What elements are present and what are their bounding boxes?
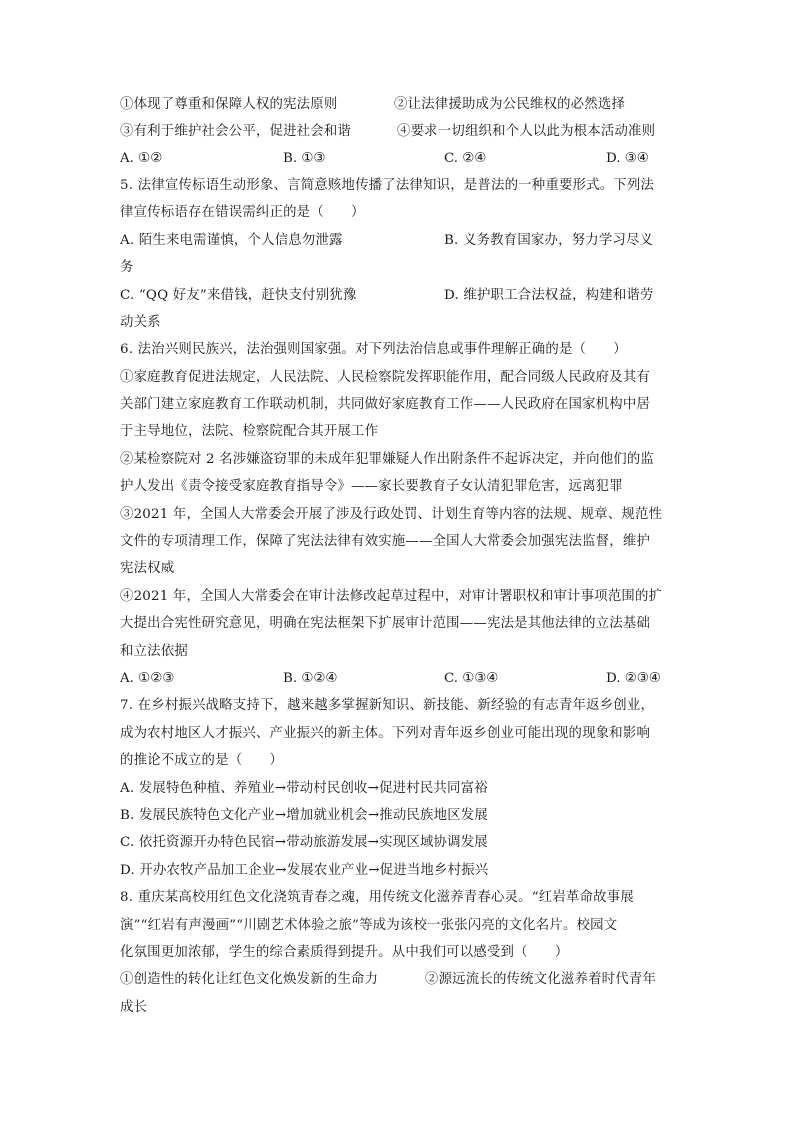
q5-option-c: C. “QQ 好友”来借钱，赶快支付别犹豫 (120, 288, 357, 303)
q6-item-1-line-3: 于主导地位，法院、检察院配合其开展工作 (120, 424, 379, 439)
q7-option-d: D. 开办农牧产品加工企业→发展农业产业→促进当地乡村振兴 (120, 863, 489, 878)
q6-item-1-line-1: ①家庭教育促进法规定，人民法院、人民检察院发挥职能作用，配合同级人民政府及其有 (120, 370, 651, 385)
q6-option-b: B. ①②④ (283, 671, 338, 686)
q6-item-4-line-1: ④2021 年，全国人大常委会在审计法修改起草过程中，对审计署职权和审计事项范围的扩 (120, 589, 663, 604)
q6-item-4-line-3: 和立法依据 (120, 644, 188, 659)
q8-statement-2-line-2: 成长 (120, 1000, 148, 1015)
q8-statement-1: ①创造性的转化让红色文化焕发新的生命力 (120, 972, 379, 987)
q4-option-b: B. ①③ (283, 151, 326, 166)
q4-statement-2: ②让法律援助成为公民维权的必然选择 (394, 97, 626, 112)
q7-option-b: B. 发展民族特色文化产业→增加就业机会→推动民族地区发展 (120, 808, 488, 823)
q6-item-2-line-1: ②某检察院对 2 名涉嫌盗窃罪的未成年犯罪嫌疑人作出附条件不起诉决定，并向他们的监 (120, 452, 655, 467)
q7-stem-line-2: 成为农村地区人才振兴、产业振兴的新主体。下列对青年返乡创业可能出现的现象和影响 (120, 726, 651, 741)
q6-option-a: A. ①②③ (120, 671, 175, 686)
q4-option-d: D. ③④ (606, 151, 649, 166)
q4-statement-4: ④要求一切组织和个人以此为根本活动准则 (397, 124, 656, 139)
q8-stem-line-2: 演”“红岩有声漫画”“川剧艺术体验之旅”等成为该校一张张闪亮的文化名片。校园文 (120, 918, 618, 933)
q4-option-c: C. ②④ (444, 151, 487, 166)
q6-option-c: C. ①③④ (444, 671, 499, 686)
q4-statement-1: ①体现了尊重和保障人权的宪法原则 (120, 97, 338, 112)
q6-option-d: D. ②③④ (606, 671, 661, 686)
q5-option-b-line-2: 务 (120, 260, 134, 275)
q5-stem-line-2: 律宣传标语存在错误需纠正的是（ ） (120, 205, 365, 220)
q8-stem-line-3: 化氛围更加浓郁，学生的综合素质得到提升。从中我们可以感受到（ ） (120, 945, 569, 960)
q6-stem: 6. 法治兴则民族兴，法治强则国家强。对下列法治信息或事件理解正确的是（ ） (120, 342, 627, 357)
q6-item-1-line-2: 关部门建立家庭教育工作联动机制，共同做好家庭教育工作——人民政府在国家机构中居 (120, 397, 651, 412)
q7-option-c: C. 依托资源开办特色民宿→带动旅游发展→实现区域协调发展 (120, 835, 488, 850)
q4-option-a: A. ①② (120, 151, 163, 166)
q6-item-3-line-3: 宪法权威 (120, 561, 175, 576)
q6-item-4-line-2: 大提出合宪性研究意见，明确在宪法框架下扩展审计范围——宪法是其他法律的立法基础 (120, 616, 651, 631)
q4-statement-3: ③有利于维护社会公平，促进社会和谐 (120, 124, 352, 139)
q7-option-a: A. 发展特色种植、养殖业→带动村民创收→促进村民共同富裕 (120, 781, 488, 796)
q5-option-a: A. 陌生来电需谨慎，个人信息勿泄露 (120, 233, 343, 248)
q5-option-b-line-1: B. 义务教育国家办，努力学习尽义 (444, 233, 654, 248)
q5-stem-line-1: 5. 法律宣传标语生动形象、言简意赅地传播了法律知识，是普法的一种重要形式。下列法 (120, 178, 655, 193)
q7-stem-line-1: 7. 在乡村振兴战略支持下，越来越多掌握新知识、新技能、新经验的有志青年返乡创业， (120, 698, 655, 713)
q8-statement-2-line-1: ②源远流长的传统文化滋养着时代青年 (425, 972, 657, 987)
q8-stem-line-1: 8. 重庆某高校用红色文化浇筑青春之魂，用传统文化滋养青春心灵。“红岩革命故事展 (120, 890, 634, 905)
q6-item-2-line-2: 护人发出《责令接受家庭教育指导令》——家长要教育子女认清犯罪危害，远离犯罪 (120, 479, 623, 494)
q5-option-d-line-1: D. 维护职工合法权益，构建和谐劳 (444, 288, 654, 303)
q5-option-d-line-2: 动关系 (120, 315, 161, 330)
q6-item-3-line-1: ③2021 年，全国人大常委会开展了涉及行政处罚、计划生育等内容的法规、规章、规范性 (120, 507, 663, 522)
q6-item-3-line-2: 文件的专项清理工作，保障了宪法法律有效实施——全国人大常委会加强宪法监督，维护 (120, 534, 651, 549)
q7-stem-line-3: 的推论不成立的是（ ） (120, 753, 284, 768)
